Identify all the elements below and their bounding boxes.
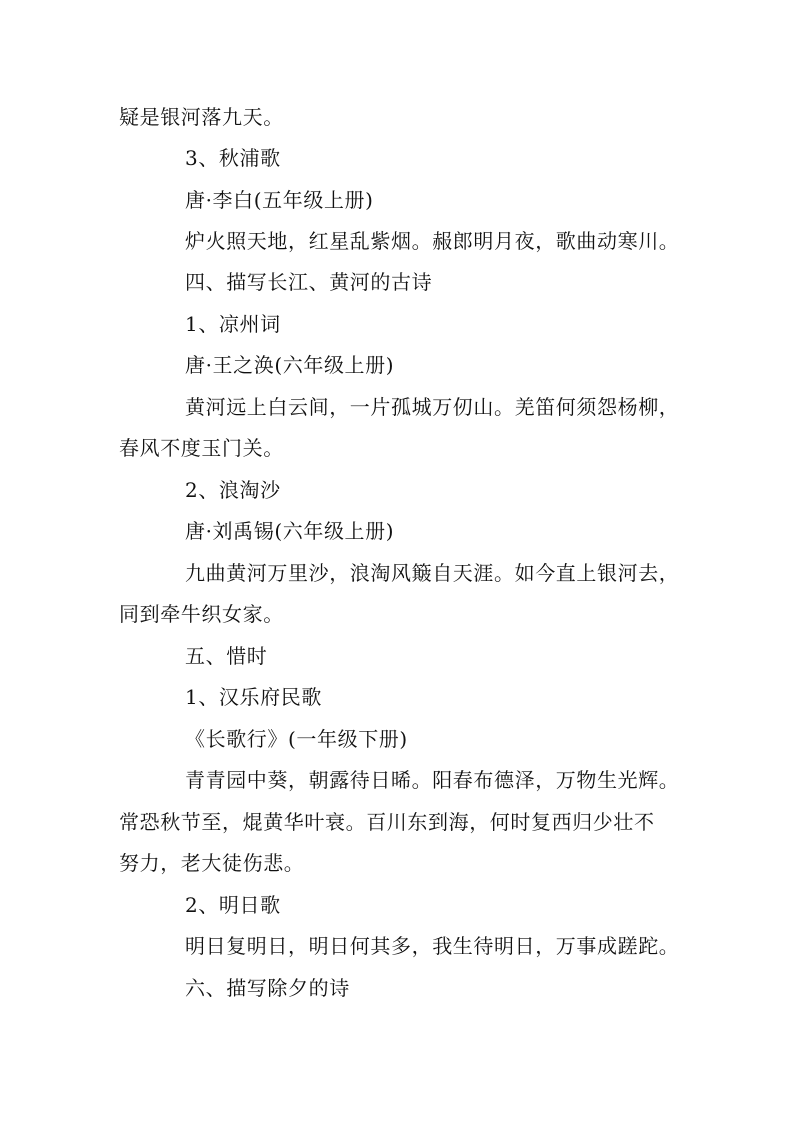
poem-line: 努力，老大徒伤悲。 — [119, 851, 305, 875]
poem-author: 《长歌行》(一年级下册) — [185, 727, 408, 751]
poem-line: 常恐秋节至，焜黄华叶衰。百川东到海，何时复西归少壮不 — [119, 810, 655, 834]
poem-line: 疑是银河落九天。 — [119, 105, 284, 129]
poem-line: 炉火照天地，红星乱紫烟。赧郎明月夜，歌曲动寒川。 — [185, 229, 680, 253]
poem-author: 唐·刘禹锡(六年级上册) — [185, 519, 395, 543]
section-heading: 四、描写长江、黄河的古诗 — [185, 270, 433, 294]
poem-heading: 1、汉乐府民歌 — [185, 685, 322, 709]
poem-author: 唐·李白(五年级上册) — [185, 188, 374, 212]
poem-line: 明日复明日，明日何其多，我生待明日，万事成蹉跎。 — [185, 934, 680, 958]
poem-heading: 2、明日歌 — [185, 893, 281, 917]
poem-heading: 2、浪淘沙 — [185, 478, 281, 502]
poem-heading: 3、秋浦歌 — [185, 146, 281, 170]
poem-heading: 1、凉州词 — [185, 312, 281, 336]
poem-line: 九曲黄河万里沙，浪淘风簸自天涯。如今直上银河去， — [185, 561, 680, 585]
poem-line: 青青园中葵，朝露待日晞。阳春布德泽，万物生光辉。 — [185, 768, 680, 792]
section-heading: 五、惜时 — [185, 644, 268, 668]
poem-line: 同到牵牛织女家。 — [119, 602, 284, 626]
poem-line: 黄河远上白云间，一片孤城万仞山。羌笛何须怨杨柳， — [185, 395, 680, 419]
poem-line: 春风不度玉门关。 — [119, 436, 284, 460]
poem-author: 唐·王之涣(六年级上册) — [185, 353, 395, 377]
section-heading: 六、描写除夕的诗 — [185, 976, 350, 1000]
